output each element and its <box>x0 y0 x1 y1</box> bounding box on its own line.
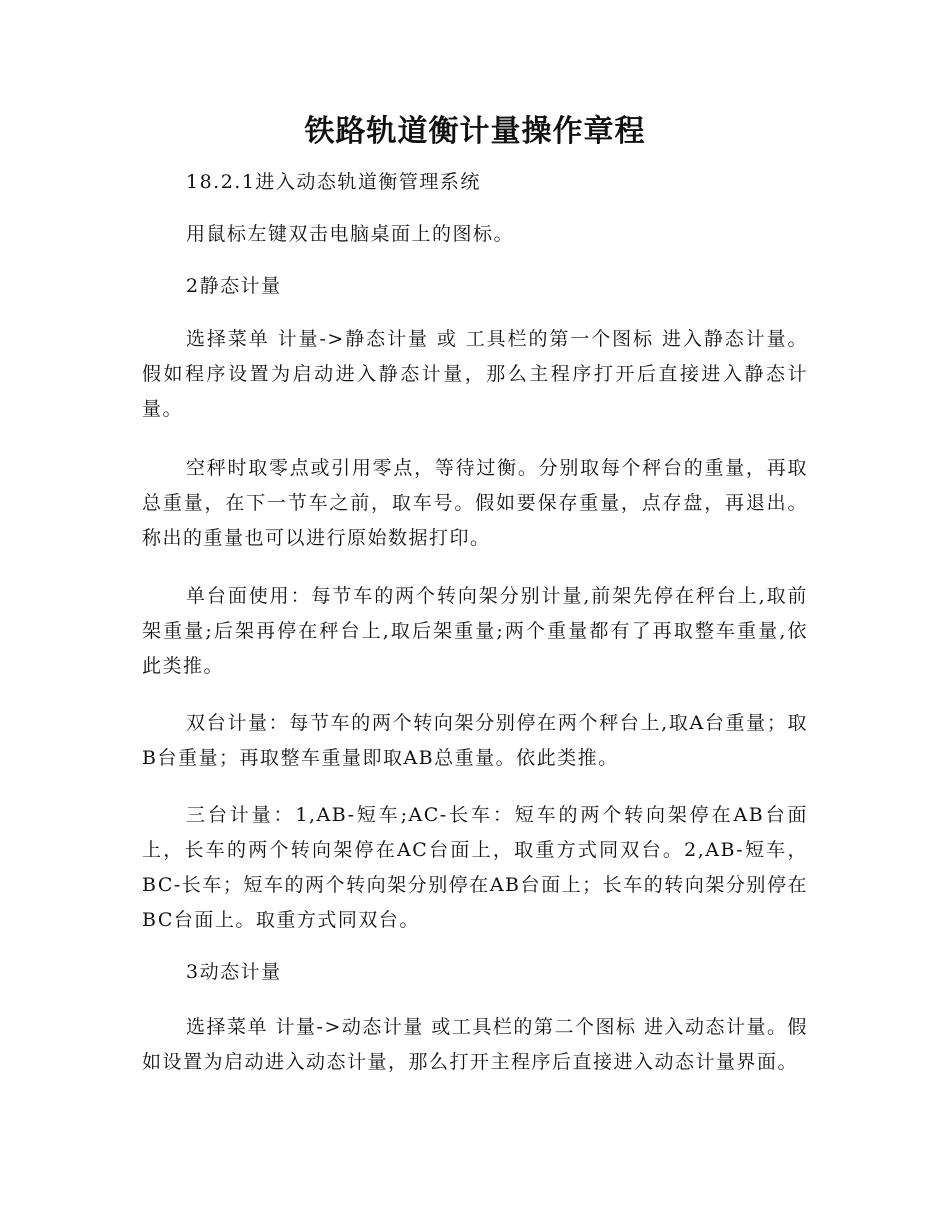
section-heading-static: 2静态计量 <box>186 275 282 297</box>
section-heading-dynamic: 3动态计量 <box>186 961 282 983</box>
paragraph-dynamic-menu: 选择菜单 计量->动态计量 或工具栏的第二个图标 进入动态计量。假如设置为启动进入动态计量，那么打开主程序后直接进入动态计量界面。 <box>142 1016 808 1073</box>
paragraph-single-platform: 单台面使用：每节车的两个转向架分别计量,前架先停在秤台上,取前架重量;后架再停在秤台上,取后架重量;两个重量都有了再取整车重量,依此类推。 <box>142 585 808 677</box>
paragraph-double-click: 用鼠标左键双击电脑桌面上的图标。 <box>186 223 515 245</box>
paragraph-static-menu: 选择菜单 计量->静态计量 或 工具栏的第一个图标 进入静态计量。假如程序设置为启动进入静态计量，那么主程序打开后直接进入静态计量。 <box>142 328 808 420</box>
paragraph-double-platform: 双台计量：每节车的两个转向架分别停在两个秤台上,取A台重量；取B台重量；再取整车重量即取AB总重量。依此类推。 <box>142 712 808 769</box>
paragraph-triple-platform: 三台计量：1,AB-短车;AC-长车：短车的两个转向架停在AB台面上，长车的两个转向架停在AC台面上，取重方式同双台。2,AB-短车，BC-长车；短车的两个转向架分别停在AB台面上；长车的转向架分别停在BC台面上。取重方式同双台。 <box>142 804 808 931</box>
document-title: 铁路轨道衡计量操作章程 <box>304 114 646 149</box>
paragraph-zero-point: 空秤时取零点或引用零点，等待过衡。分别取每个秤台的重量，再取总重量，在下一节车之前，取车号。假如要保存重量，点存盘，再退出。称出的重量也可以进行原始数据打印。 <box>142 457 808 549</box>
section-heading-1821: 18.2.1进入动态轨道衡管理系统 <box>186 171 481 193</box>
